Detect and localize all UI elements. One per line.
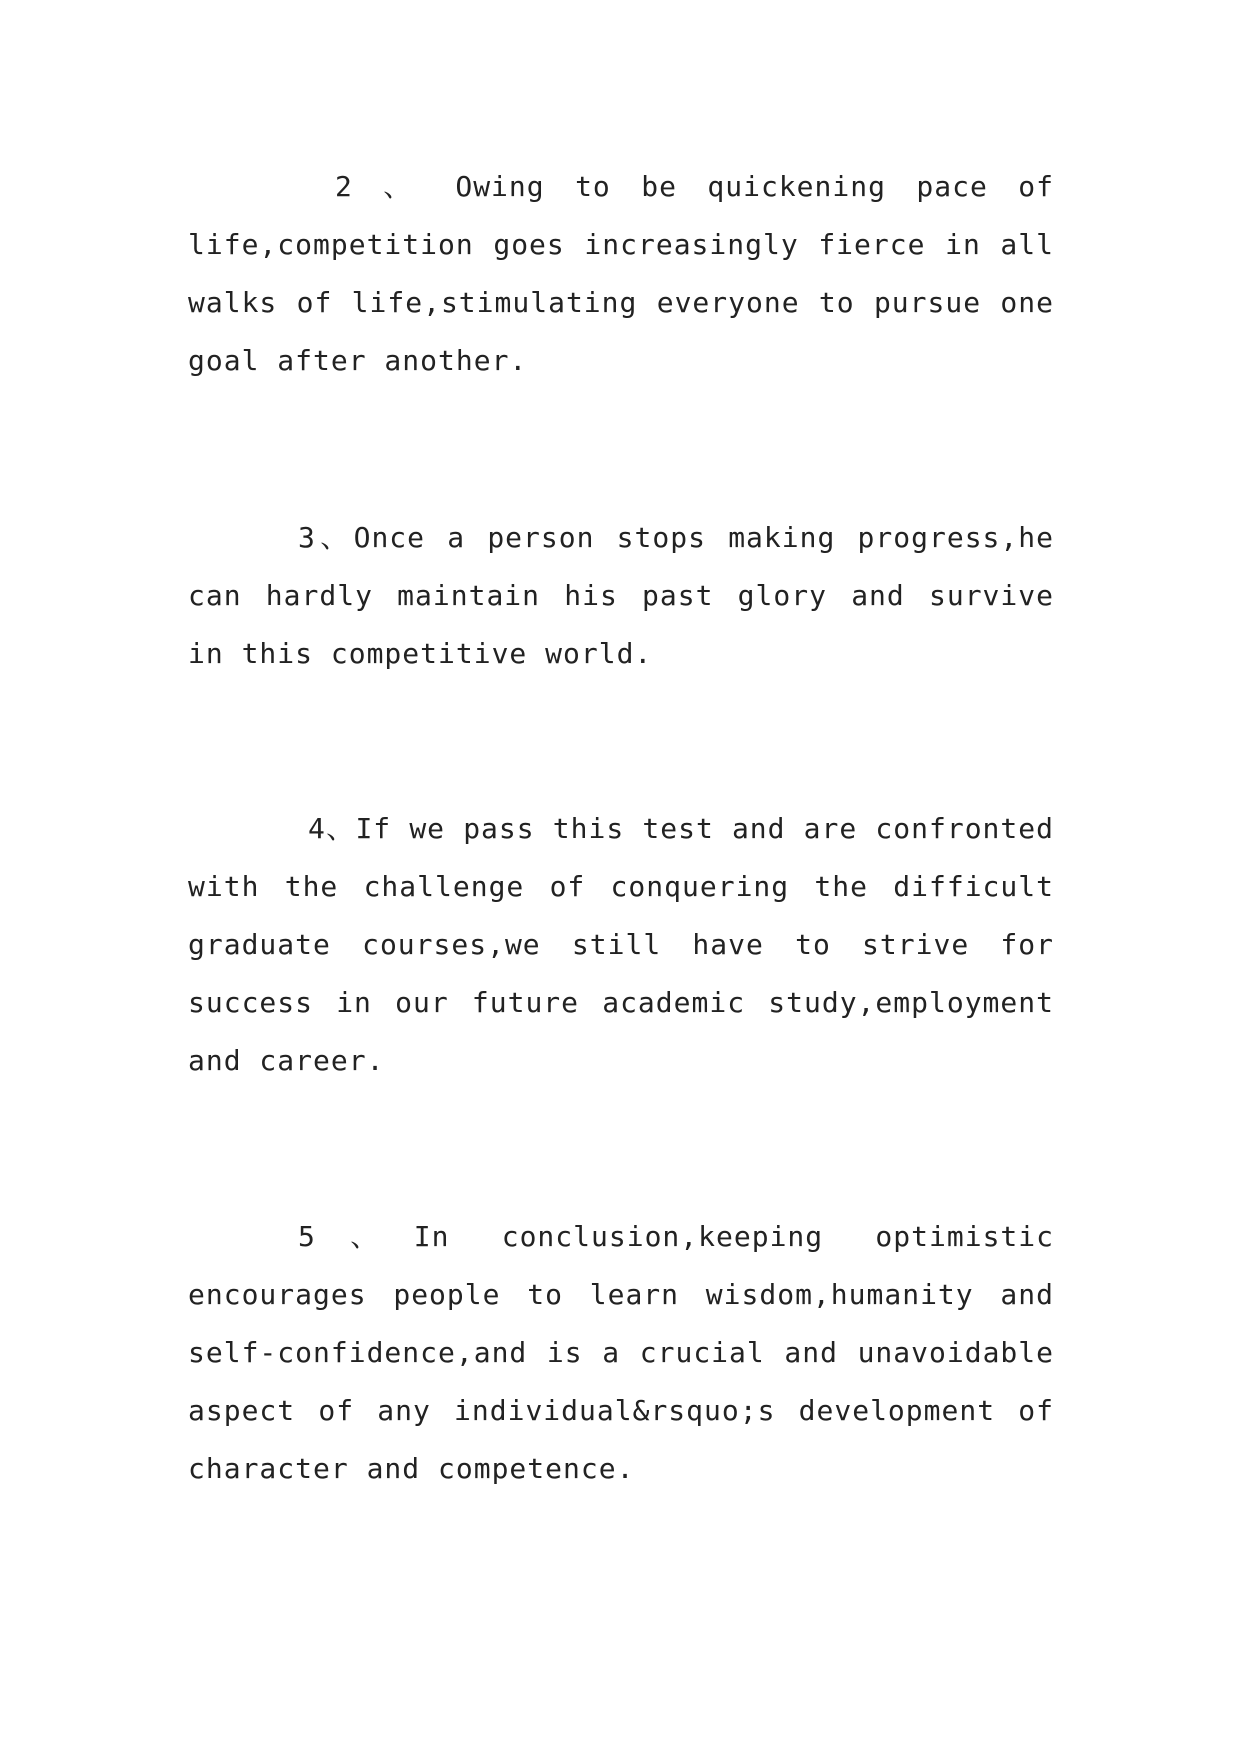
paragraph-5: 5、In conclusion,keeping optimistic encourages people to learn wisdom,humanity and self-confidence,and is a crucial and unavoidable aspect of any individual&rsquo;s development of character and competence. xyxy=(188,1220,1054,1485)
paragraph-3: 3、Once a person stops making progress,he can hardly maintain his past glory and survive in this competitive world. xyxy=(188,521,1054,670)
paragraph-2: 2 、 Owing to be quickening pace of life,competition goes increasingly fierce in all walks of life,stimulating everyone to pursue one goal after another. xyxy=(188,170,1054,377)
paragraph-4: 4、If we pass this test and are confronted with the challenge of conquering the difficult graduate courses,we still have to strive for success in our future academic study,employment and career. xyxy=(188,812,1054,1077)
